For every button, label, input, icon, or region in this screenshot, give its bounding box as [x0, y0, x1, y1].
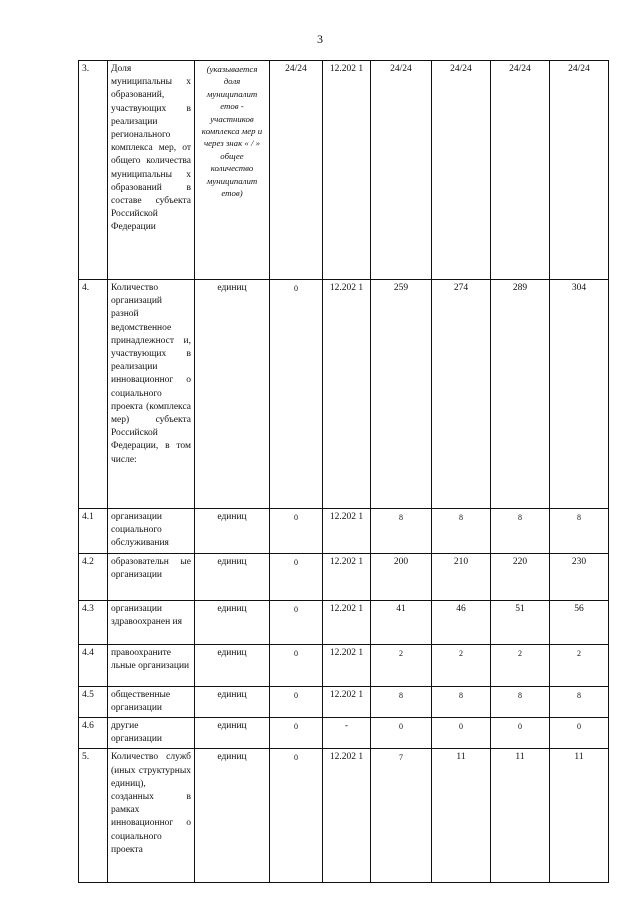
- value-period-4: 2: [550, 644, 609, 686]
- value-period-1: 41: [371, 600, 432, 644]
- indicators-table: [78, 60, 609, 883]
- row-number: 5.: [79, 749, 108, 883]
- base-value: 0: [270, 509, 323, 554]
- table-row: [79, 644, 609, 686]
- table-row: [79, 600, 609, 644]
- value-period-4: 11: [550, 749, 609, 883]
- value-period-3: 2: [491, 644, 550, 686]
- value-period-2: 8: [432, 509, 491, 554]
- base-value: 0: [270, 553, 323, 600]
- unit-of-measure: единиц: [195, 686, 270, 717]
- value-period-3: 0: [491, 718, 550, 749]
- indicator-name: организации здравоохранен ия: [108, 600, 195, 644]
- base-date: 12.202 1: [323, 600, 371, 644]
- value-period-4: 230: [550, 553, 609, 600]
- base-value: 0: [270, 280, 323, 509]
- table-row: [79, 280, 609, 509]
- value-period-1: 200: [371, 553, 432, 600]
- base-value: 0: [270, 644, 323, 686]
- unit-of-measure: единиц: [195, 644, 270, 686]
- value-period-2: 274: [432, 280, 491, 509]
- page-number: 3: [317, 32, 323, 46]
- row-number: 4.1: [79, 509, 108, 554]
- indicator-name: Доля муниципальны х образований, участвующих в реализации регионального комплекса мер, от общего количества муниципальны х образований в составе субъекта Российской Федерации: [108, 61, 195, 280]
- table-row: [79, 61, 609, 280]
- value-period-4: 0: [550, 718, 609, 749]
- indicator-name: образовательн ые организации: [108, 553, 195, 600]
- table-row: [79, 509, 609, 554]
- unit-of-measure: единиц: [195, 280, 270, 509]
- value-period-3: 8: [491, 686, 550, 717]
- indicator-name: организации социального обслуживания: [108, 509, 195, 554]
- value-period-3: 289: [491, 280, 550, 509]
- value-period-1: 259: [371, 280, 432, 509]
- value-period-4: 8: [550, 686, 609, 717]
- value-period-2: 0: [432, 718, 491, 749]
- value-period-3: 24/24: [491, 61, 550, 280]
- base-date: 12.202 1: [323, 509, 371, 554]
- value-period-2: 2: [432, 644, 491, 686]
- value-period-2: 11: [432, 749, 491, 883]
- value-period-2: 24/24: [432, 61, 491, 280]
- row-number: 4.5: [79, 686, 108, 717]
- unit-of-measure: (указывается доля муниципалит етов - участников комплекса мер и через знак « / » общее количество муниципалит етов): [195, 61, 270, 280]
- table-row: [79, 718, 609, 749]
- unit-of-measure: единиц: [195, 509, 270, 554]
- value-period-4: 8: [550, 509, 609, 554]
- base-value: 0: [270, 749, 323, 883]
- base-value: 0: [270, 686, 323, 717]
- value-period-4: 56: [550, 600, 609, 644]
- unit-of-measure: единиц: [195, 749, 270, 883]
- table-row: [79, 686, 609, 717]
- base-date: 12.202 1: [323, 280, 371, 509]
- unit-of-measure: единиц: [195, 600, 270, 644]
- base-value: 0: [270, 718, 323, 749]
- base-date: -: [323, 718, 371, 749]
- row-number: 4.3: [79, 600, 108, 644]
- indicator-name: Количество организаций разной ведомственное принадлежност и, участвующих в реализации инновационног о социального проекта (комплекса мер) субъекта Российской Федерации, в том числе:: [108, 280, 195, 509]
- value-period-2: 210: [432, 553, 491, 600]
- base-value: 24/24: [270, 61, 323, 280]
- indicator-name: правоохраните льные организации: [108, 644, 195, 686]
- indicator-name: Количество служб (иных структурных единиц), созданных в рамках инновационног о социального проекта: [108, 749, 195, 883]
- table-row: [79, 553, 609, 600]
- unit-of-measure: единиц: [195, 553, 270, 600]
- value-period-4: 304: [550, 280, 609, 509]
- base-value: 0: [270, 600, 323, 644]
- indicator-name: другие организации: [108, 718, 195, 749]
- value-period-3: 51: [491, 600, 550, 644]
- indicator-name: общественные организации: [108, 686, 195, 717]
- row-number: 4.6: [79, 718, 108, 749]
- value-period-3: 11: [491, 749, 550, 883]
- row-number: 4.: [79, 280, 108, 509]
- value-period-2: 8: [432, 686, 491, 717]
- base-date: 12.202 1: [323, 644, 371, 686]
- value-period-1: 7: [371, 749, 432, 883]
- base-date: 12.202 1: [323, 686, 371, 717]
- value-period-1: 8: [371, 686, 432, 717]
- value-period-3: 220: [491, 553, 550, 600]
- unit-of-measure: единиц: [195, 718, 270, 749]
- value-period-1: 2: [371, 644, 432, 686]
- table-row: [79, 749, 609, 883]
- value-period-3: 8: [491, 509, 550, 554]
- value-period-1: 24/24: [371, 61, 432, 280]
- row-number: 4.4: [79, 644, 108, 686]
- base-date: 12.202 1: [323, 749, 371, 883]
- row-number: 4.2: [79, 553, 108, 600]
- base-date: 12.202 1: [323, 61, 371, 280]
- value-period-2: 46: [432, 600, 491, 644]
- value-period-1: 0: [371, 718, 432, 749]
- row-number: 3.: [79, 61, 108, 280]
- value-period-4: 24/24: [550, 61, 609, 280]
- base-date: 12.202 1: [323, 553, 371, 600]
- value-period-1: 8: [371, 509, 432, 554]
